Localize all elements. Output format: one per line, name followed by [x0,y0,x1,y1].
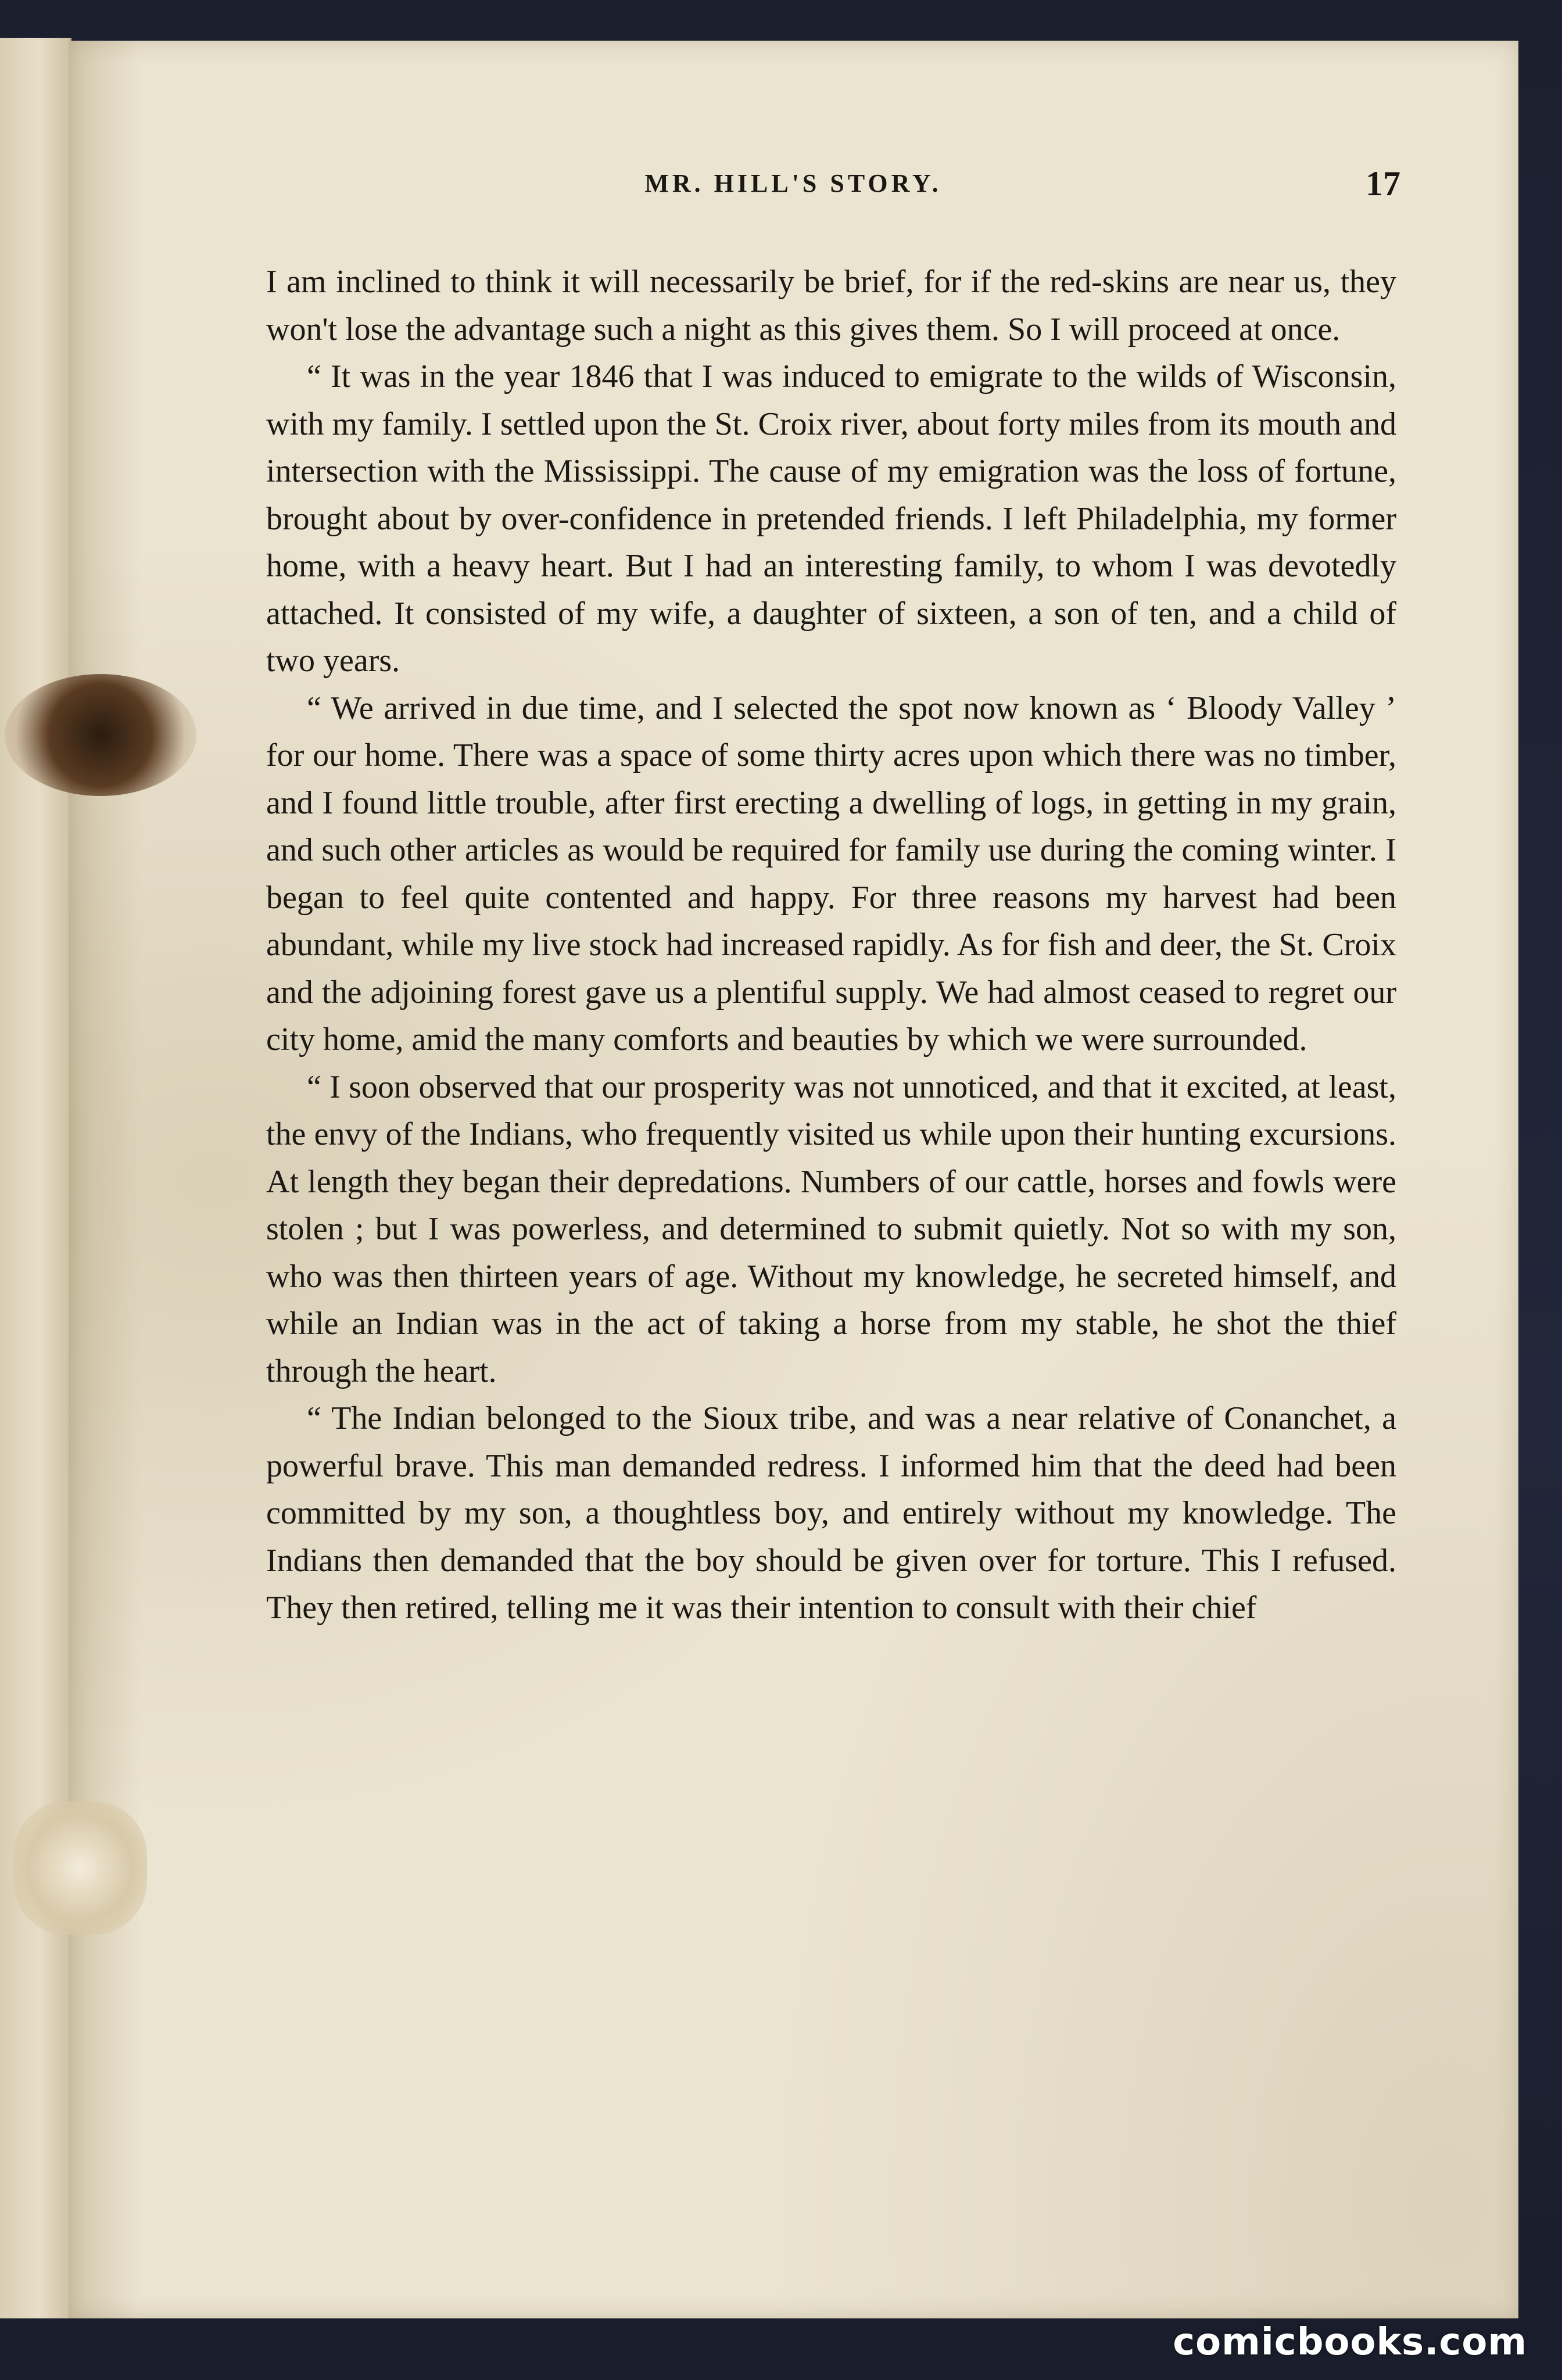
body-text [266,259,1396,2188]
running-head: MR. HILL'S STORY. [644,169,942,198]
site-watermark: comicbooks.com [1173,2321,1527,2364]
burn-mark [5,674,196,796]
paragraph: “ It was in the year 1846 that I was induced to emigrate to the wilds of Wisconsin, with my family. I settled upon the St. Croix river, about forty miles from its mouth and intersection with the Mississippi. The cause of my emigration was the loss of fortune, brought about by over-confidence in pretended friends. I left Philadelphia, my former home, with a heavy heart. But I had an interesting family, to whom I was devotedly attached. It consisted of my wife, a daughter of sixteen, a son of ten, and a child of two years. [266,359,1396,679]
paragraph: “ The Indian belonged to the Sioux tribe, and was a near relative of Conanchet, a powerful brave. This man demanded redress. I informed him that the deed had been committed by my son, a thoughtless boy, and entirely without my knowledge. The Indians then demanded that the boy should be given over for torture. This I refused. They then retired, telling me it was their intention to consult with their chief [266,1400,1396,1626]
page-number: 17 [1366,164,1400,203]
facing-page-edge [0,38,71,2318]
page-tear [13,1801,147,1935]
paragraph: I am inclined to think it will necessarily be brief, for if the red-skins are near us, they won't lose the advantage such a night as this gives them. So I will proceed at once. [266,264,1396,347]
paragraph: “ I soon observed that our prosperity was not unnoticed, and that it excited, at least, the envy of the Indians, who frequently visited us while upon their hunting excursions. At length they began their depredations. Numbers of our cattle, horses and fowls were stolen ; but I was powerless, and determined to submit quietly. Not so with my son, who was then thirteen years of age. Without my knowledge, he secreted himself, and while an Indian was in the act of taking a horse from my stable, he shot the thief through the heart. [266,1069,1396,1389]
page-header [186,164,1400,215]
paragraph: “ We arrived in due time, and I selected the spot now known as ‘ Bloody Valley ’ for our home. There was a space of some thirty acres upon which there was no timber, and I found little trouble, after first erecting a dwelling of logs, in getting in my grain, and such other articles as would be required for family use during the coming winter. I began to feel quite contented and happy. For three reasons my harvest had been abundant, while my live stock had increased rapidly. As for fish and deer, the St. Croix and the adjoining forest gave us a plentiful supply. We had almost ceased to regret our city home, amid the many comforts and beauties by which we were surrounded. [266,690,1396,1058]
